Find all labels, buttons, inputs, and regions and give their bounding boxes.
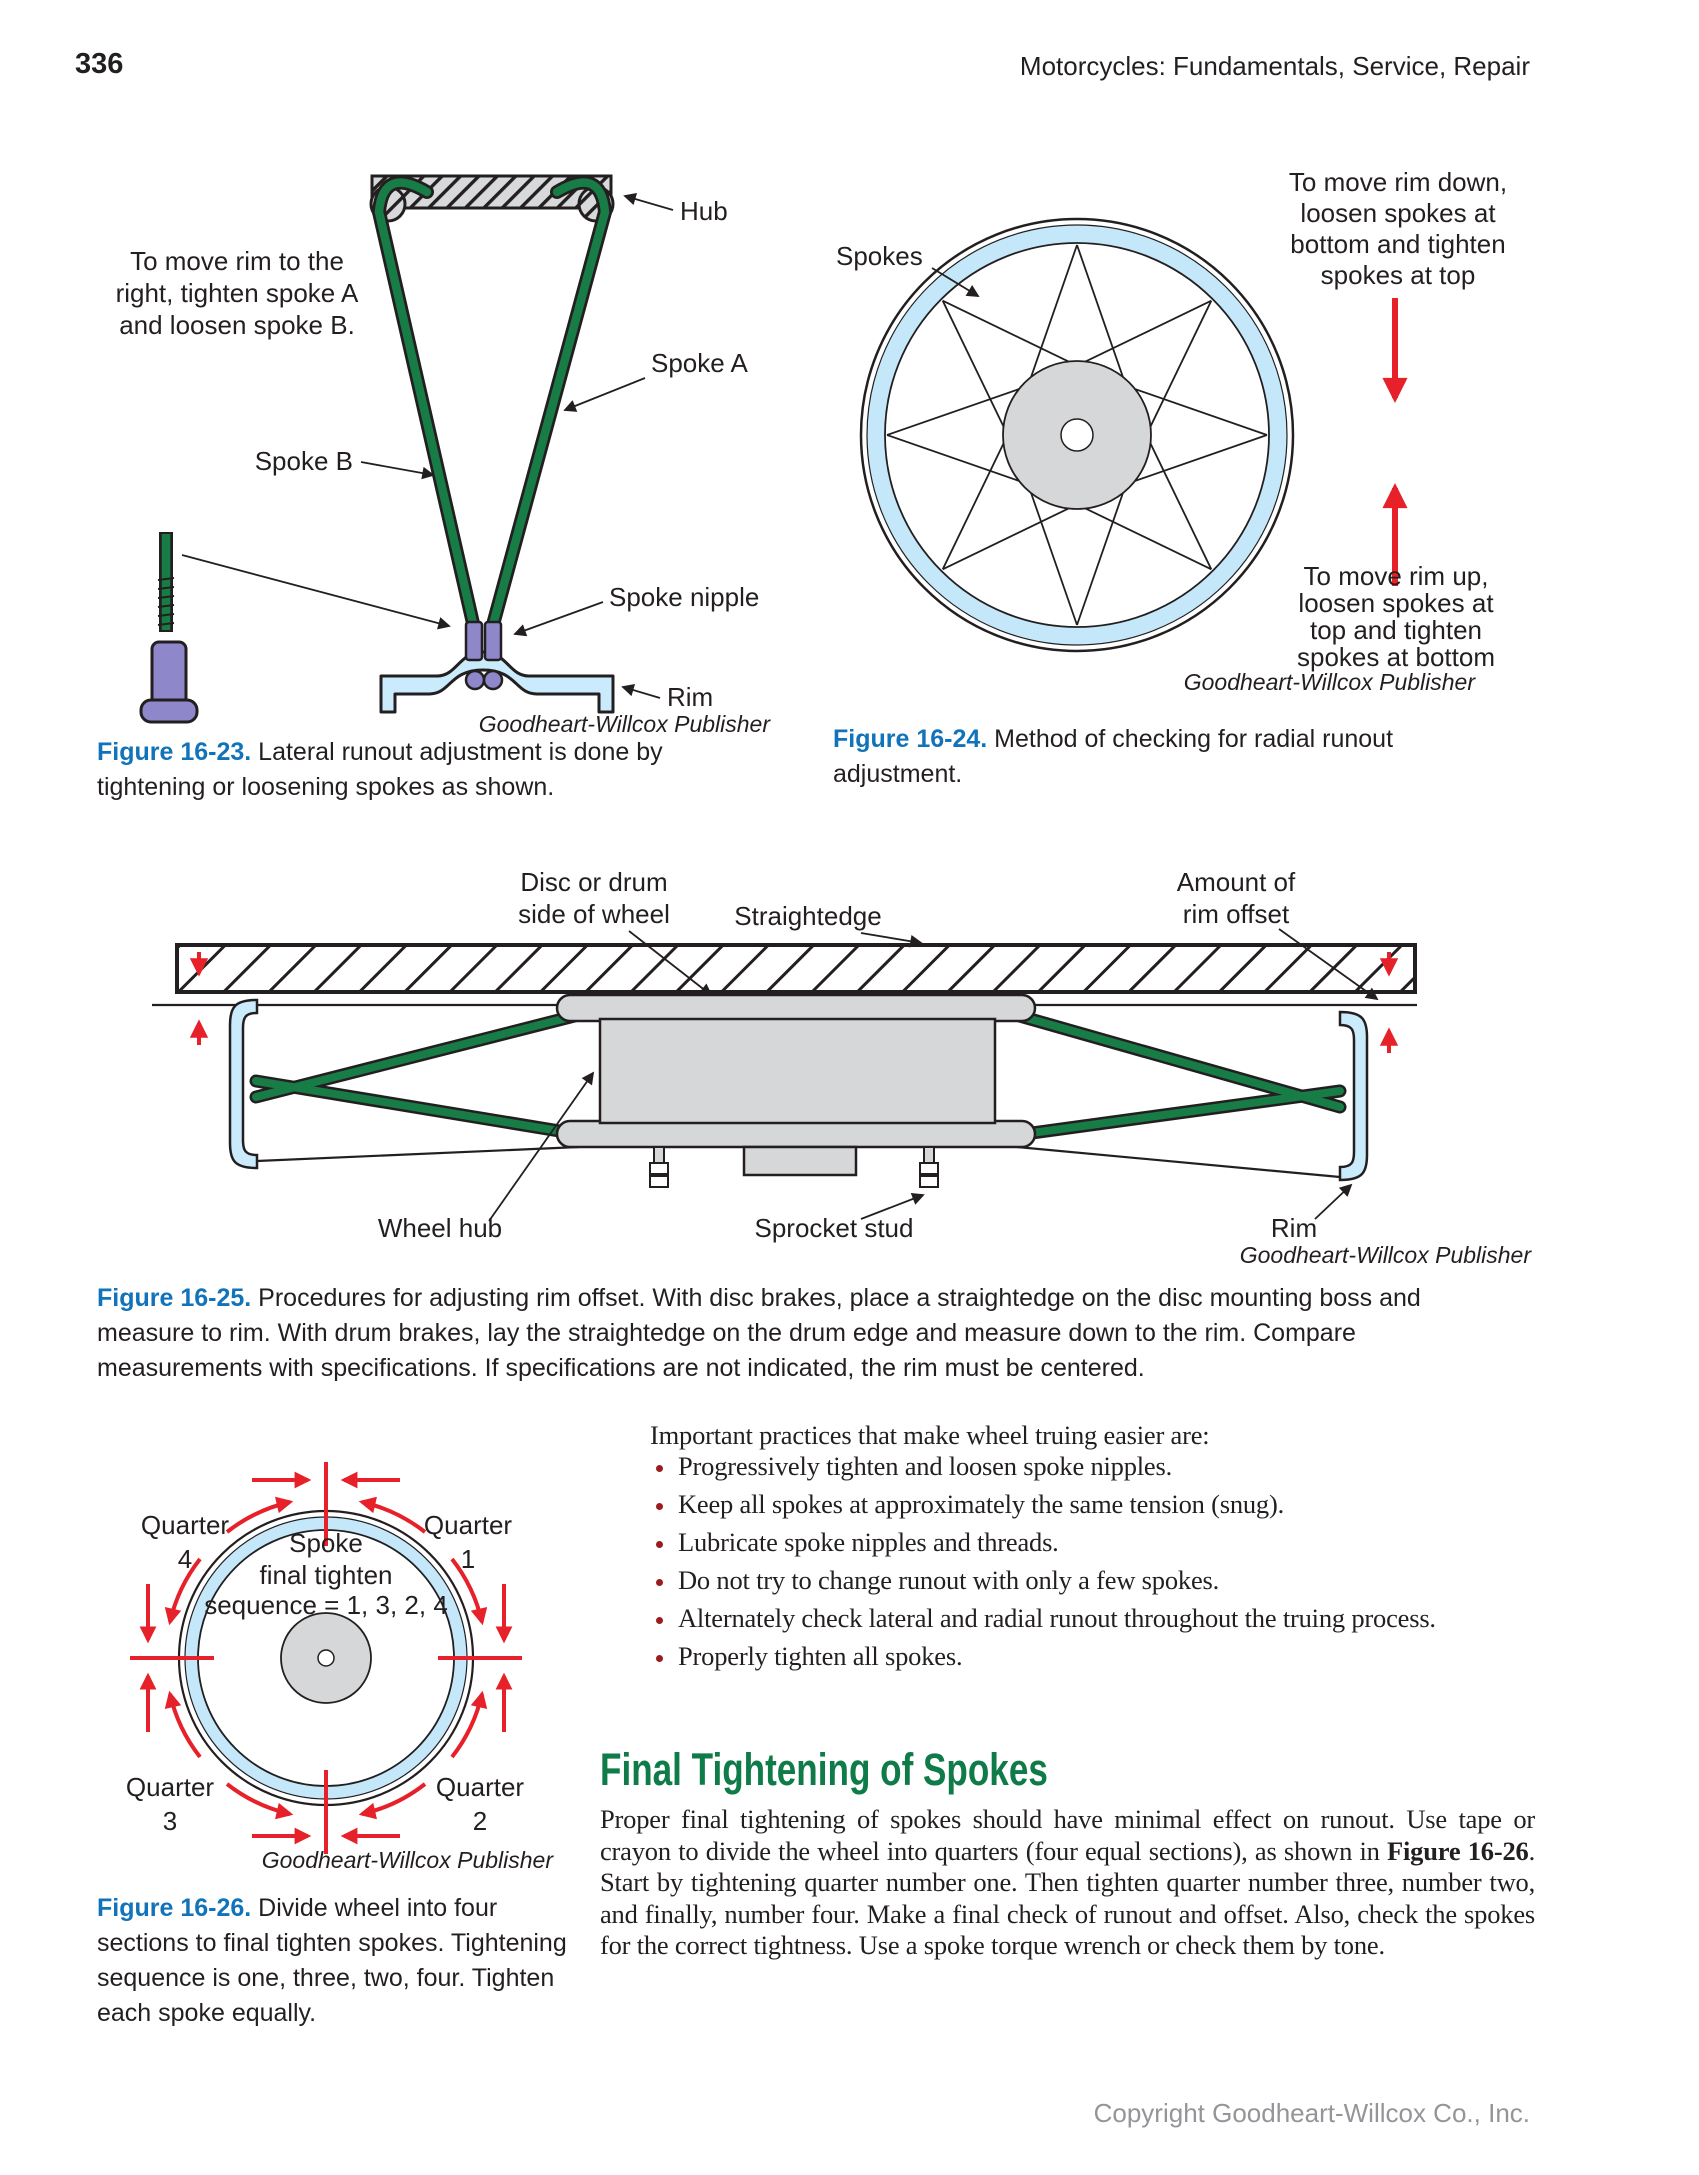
caption-tag: Figure 16-25.	[97, 1284, 252, 1312]
paragraph-text: Proper final tightening of spokes should have minimal effect on runout. Use tape or crayon to divide the wheel into quarters (four equal sections), as shown in	[600, 1804, 1535, 1866]
figure-reference: Figure 16-26	[1387, 1835, 1529, 1866]
disc-side-label: Disc or drum	[520, 867, 668, 897]
quarter-4-label: Quarter	[140, 1510, 230, 1540]
note-line: and loosen spoke B.	[119, 310, 355, 340]
copyright-footer: Copyright Goodheart-Willcox Co., Inc.	[1093, 2098, 1530, 2128]
list-item: • Do not try to change runout with only a few spokes.	[676, 1564, 1611, 1596]
sequence-note: sequence = 1, 3, 2, 4	[204, 1590, 448, 1620]
caption-tag: Figure 16-24.	[833, 725, 988, 753]
caption-text: Procedures for adjusting rim offset. With disc brakes, place a straightedge on the disc mounting boss and measure to rim. With drum brakes, lay the straightedge on the drum edge and measure down to the rim. Compare measurements with specifications. If specifications are not indicated, the rim must be centered.	[97, 1284, 1421, 1382]
disc-side-label: side of wheel	[518, 899, 670, 929]
list-item: • Lubricate spoke nipples and threads.	[676, 1526, 1611, 1558]
wheel-outline	[1017, 1147, 1340, 1177]
sprocket-boss	[744, 1147, 856, 1175]
spoke-b-shape	[379, 183, 475, 632]
caption-tag: Figure 16-26.	[97, 1894, 252, 1922]
rim-label: Rim	[1270, 1213, 1318, 1243]
straightedge-bar	[177, 945, 1415, 992]
note-line: To move rim up,	[1303, 561, 1489, 591]
note-line: loosen spokes at	[1300, 198, 1496, 228]
page-number: 336	[75, 48, 124, 80]
figure-16-24-diagram	[820, 108, 1535, 736]
detached-spoke-end	[158, 532, 174, 632]
publisher-credit: Goodheart-Willcox Publisher	[1183, 669, 1475, 695]
wheel-outline	[257, 1147, 579, 1161]
intro-paragraph: Important practices that make wheel truing easier are:	[650, 1420, 1210, 1450]
figure-16-23-diagram	[85, 108, 775, 738]
axle-hole	[1061, 419, 1093, 451]
sprocket-stud-right	[920, 1147, 938, 1187]
detached-nipple	[141, 642, 197, 722]
practices-bullet-list	[600, 1450, 1611, 1678]
figure-16-25-caption	[97, 1281, 1442, 1386]
figure-16-23-caption	[97, 735, 687, 805]
rim-offset-label: rim offset	[1182, 899, 1290, 929]
running-header-title: Motorcycles: Fundamentals, Service, Repair	[1019, 51, 1530, 81]
publisher-credit: Goodheart-Willcox Publisher	[478, 711, 770, 737]
body-paragraph	[600, 1804, 1535, 1962]
hub-label: Hub	[680, 196, 728, 226]
nipple-callout-line	[182, 555, 449, 626]
list-item: • Properly tighten all spokes.	[676, 1640, 1611, 1672]
rim-label: Rim	[667, 682, 714, 712]
figure-16-26-diagram	[75, 1440, 635, 1882]
sequence-note: Spoke	[289, 1528, 363, 1558]
spokes-label: Spokes	[836, 241, 923, 271]
caption-text: Divide wheel into four sections to final tighten spokes. Tightening sequence is one, three, two, four. Tighten each spoke equally.	[97, 1894, 567, 2027]
quarter-2-label: Quarter	[435, 1772, 525, 1802]
figure-16-24-caption	[833, 722, 1493, 792]
note-line: To move rim to the	[130, 246, 344, 276]
wheel	[861, 219, 1293, 651]
note-line: top and tighten	[1309, 615, 1483, 645]
fig24-notes	[1289, 167, 1507, 672]
note-line: right, tighten spoke A	[115, 278, 359, 308]
figure-16-25-diagram	[97, 845, 1537, 1277]
quarter-2-label: 2	[472, 1806, 488, 1836]
quarter-1-label: Quarter	[423, 1510, 513, 1540]
sequence-note: final tighten	[259, 1560, 393, 1590]
quarter-3-label: 3	[162, 1806, 178, 1836]
list-item: • Progressively tighten and loosen spoke nipples.	[676, 1450, 1611, 1482]
figure-16-26-caption	[97, 1891, 577, 2031]
quarter-4-label: 4	[177, 1544, 193, 1574]
straightedge-label: Straightedge	[734, 901, 882, 931]
wheel-hub-label: Wheel hub	[377, 1213, 503, 1243]
paragraph-text: . Start by tightening quarter number one. Then tighten quarter number three, number two, and finally, number four. Make a final check of runout and offset. Also, check the spokes for the correct tightness. Use a spoke torque wrench or check them by tone.	[600, 1835, 1535, 1960]
spoke-a-label: Spoke A	[651, 348, 748, 378]
list-item: • Keep all spokes at approximately the same tension (snug).	[676, 1488, 1611, 1520]
section-heading: Final Tightening of Spokes	[600, 1744, 1048, 1795]
note-line: spokes at top	[1320, 260, 1476, 290]
rim-offset-label: Amount of	[1176, 867, 1296, 897]
sprocket-stud-left	[650, 1147, 668, 1187]
publisher-credit: Goodheart-Willcox Publisher	[1239, 1242, 1531, 1268]
hub-assembly	[557, 995, 1035, 1187]
list-item: • Alternately check lateral and radial runout throughout the truing process.	[676, 1602, 1611, 1634]
axle-hole	[318, 1650, 334, 1666]
caption-tag: Figure 16-23.	[97, 738, 252, 766]
quarter-1-label: 1	[460, 1544, 476, 1574]
spoke-nipples	[466, 622, 502, 689]
note-line: To move rim down,	[1288, 167, 1508, 197]
note-line: bottom and tighten	[1290, 229, 1506, 259]
sprocket-stud-label: Sprocket stud	[754, 1213, 914, 1243]
spoke-nipple-label: Spoke nipple	[609, 582, 760, 612]
caption-text: Lateral runout adjustment is done by tightening or loosening spokes as shown.	[97, 738, 663, 801]
note-line: loosen spokes at	[1298, 588, 1494, 618]
caption-text: Method of checking for radial runout adjustment.	[833, 725, 1394, 788]
spoke-b-label: Spoke B	[254, 446, 353, 476]
note-line: spokes at bottom	[1297, 642, 1495, 672]
spoke-a-shape	[491, 183, 605, 632]
publisher-credit: Goodheart-Willcox Publisher	[261, 1847, 553, 1873]
quarter-3-label: Quarter	[125, 1772, 215, 1802]
